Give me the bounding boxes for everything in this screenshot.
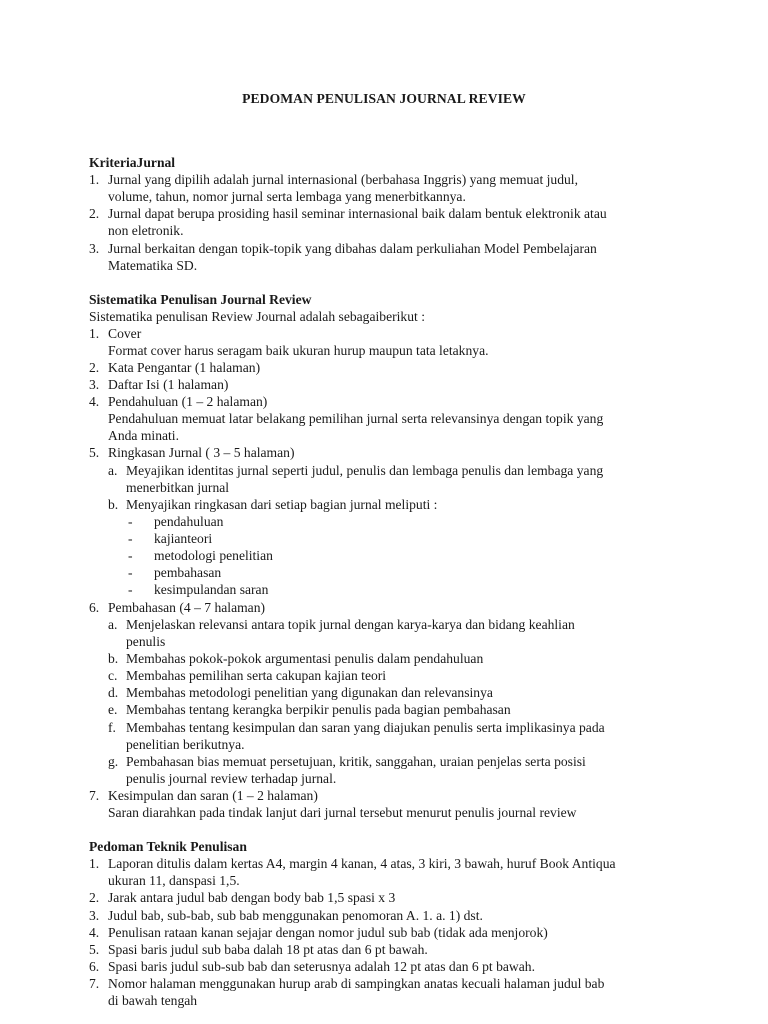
text-line: Nomor halaman menggunakan hurup arab di sampingkan anatas kecuali halaman judul bab xyxy=(108,976,605,991)
sub-item-text: Membahas metodologi penelitian yang digunakan dan relevansinya xyxy=(126,685,493,700)
text-line: Membahas tentang kesimpulan dan saran yang diajukan penulis serta implikasinya pada xyxy=(126,720,605,735)
text-line: Menjelaskan relevansi antara topik jurnal dengan karya-karya dan bidang keahlian xyxy=(126,617,575,632)
text-line: penulis journal review terhadap jurnal. xyxy=(126,771,337,787)
list-number: 2. xyxy=(89,360,100,375)
text-line: di bawah tengah xyxy=(108,993,198,1009)
list-number: 3. xyxy=(89,377,100,392)
sub-item-text xyxy=(126,616,686,650)
dash-marker: - xyxy=(128,514,133,529)
list-number: 5. xyxy=(89,942,100,957)
list-text: Penulisan rataan kanan sejajar dengan nomor judul sub bab (tidak ada menjorok) xyxy=(108,925,548,940)
sub-item-text: Membahas pokok-pokok argumentasi penulis dalam pendahuluan xyxy=(126,651,484,666)
text-line: Laporan ditulis dalam kertas A4, margin 4 kanan, 4 atas, 3 kiri, 3 bawah, huruf Book Antiqua xyxy=(108,856,616,871)
list-text: Pembahasan (4 – 7 halaman) xyxy=(108,600,266,615)
list-number: 6. xyxy=(89,600,100,615)
list-text: Jarak antara judul bab dengan body bab 1,5 spasi x 3 xyxy=(108,890,396,905)
list-number: 5. xyxy=(89,445,100,460)
sub-item-text: Membahas tentang kerangka berpikir penulis pada bagian pembahasan xyxy=(126,702,511,717)
sub-item-letter: b. xyxy=(108,497,119,512)
list-text: Cover xyxy=(108,326,142,341)
text-line: non eletronik. xyxy=(108,223,184,239)
list-number: 2. xyxy=(89,206,100,221)
sub-item-letter: e. xyxy=(108,702,118,717)
list-text xyxy=(108,240,688,274)
list-text xyxy=(108,171,688,205)
list-number: 7. xyxy=(89,788,100,803)
text-line: Matematika SD. xyxy=(108,258,198,274)
list-number: 2. xyxy=(89,890,100,905)
list-number: 6. xyxy=(89,959,100,974)
text-line: Jurnal dapat berupa prosiding hasil seminar internasional baik dalam bentuk elektronik atau xyxy=(108,206,607,221)
list-number: 1. xyxy=(89,326,100,341)
list-text: Spasi baris judul sub-sub bab dan seterusnya adalah 12 pt atas dan 6 pt bawah. xyxy=(108,959,535,974)
sub-item-text xyxy=(126,753,686,787)
sub-item-letter: a. xyxy=(108,617,118,632)
document-title: PEDOMAN PENULISAN JOURNAL REVIEW xyxy=(242,91,526,106)
list-text: Judul bab, sub-bab, sub bab menggunakan penomoran A. 1. a. 1) dst. xyxy=(108,908,483,923)
text-line: penulis xyxy=(126,634,166,650)
list-number: 4. xyxy=(89,925,100,940)
list-text xyxy=(108,975,688,1009)
list-number: 3. xyxy=(89,241,100,256)
list-number: 7. xyxy=(89,976,100,991)
text-line: Pendahuluan memuat latar belakang pemilihan jurnal serta relevansinya dengan topik yang xyxy=(108,411,604,426)
sub-item-text xyxy=(126,719,686,753)
sub-item-letter: d. xyxy=(108,685,119,700)
bullet-text: kajianteori xyxy=(154,531,213,546)
list-number: 1. xyxy=(89,856,100,871)
list-text: Kata Pengantar (1 halaman) xyxy=(108,360,261,375)
sub-item-text: Membahas pemilihan serta cakupan kajian teori xyxy=(126,668,387,683)
bullet-text: pendahuluan xyxy=(154,514,224,529)
text-line: Meyajikan identitas jurnal seperti judul, penulis dan lembaga penulis dan lembaga yang xyxy=(126,463,604,478)
list-number: 3. xyxy=(89,908,100,923)
intro-text: Sistematika penulisan Review Journal adalah sebagaiberikut : xyxy=(89,309,425,324)
bullet-text: pembahasan xyxy=(154,565,222,580)
list-number: 1. xyxy=(89,172,100,187)
sub-item-letter: f. xyxy=(108,720,116,735)
item-description: Saran diarahkan pada tindak lanjut dari jurnal tersebut menurut penulis journal review xyxy=(108,805,577,820)
sub-item-letter: b. xyxy=(108,651,119,666)
section-heading-sistematika: Sistematika Penulisan Journal Review xyxy=(89,292,312,307)
list-text: Spasi baris judul sub baba dalah 18 pt atas dan 6 pt bawah. xyxy=(108,942,428,957)
list-text xyxy=(108,855,688,889)
dash-marker: - xyxy=(128,531,133,546)
bullet-text: kesimpulandan saran xyxy=(154,582,269,597)
list-text: Ringkasan Jurnal ( 3 – 5 halaman) xyxy=(108,445,295,460)
text-line: Anda minati. xyxy=(108,428,179,444)
dash-marker: - xyxy=(128,565,133,580)
section-heading-kriteria: KriteriaJurnal xyxy=(89,155,176,170)
item-description xyxy=(108,410,688,444)
item-description: Format cover harus seragam baik ukuran hurup maupun tata letaknya. xyxy=(108,343,489,358)
bullet-text: metodologi penelitian xyxy=(154,548,273,563)
text-line: volume, tahun, nomor jurnal serta lembaga yang menerbitkannya. xyxy=(108,189,466,205)
list-text: Pendahuluan (1 – 2 halaman) xyxy=(108,394,268,409)
text-line: ukuran 11, danspasi 1,5. xyxy=(108,873,240,889)
text-line: menerbitkan jurnal xyxy=(126,480,230,496)
dash-marker: - xyxy=(128,548,133,563)
text-line: Jurnal yang dipilih adalah jurnal internasional (berbahasa Inggris) yang memuat judul, xyxy=(108,172,578,187)
list-number: 4. xyxy=(89,394,100,409)
list-text xyxy=(108,205,688,239)
list-text: Kesimpulan dan saran (1 – 2 halaman) xyxy=(108,788,318,803)
text-line: Jurnal berkaitan dengan topik-topik yang dibahas dalam perkuliahan Model Pembelajaran xyxy=(108,241,597,256)
section-heading-teknik: Pedoman Teknik Penulisan xyxy=(89,839,247,854)
dash-marker: - xyxy=(128,582,133,597)
sub-item-letter: a. xyxy=(108,463,118,478)
text-line: penelitian berikutnya. xyxy=(126,737,245,753)
sub-item-text xyxy=(126,462,686,496)
sub-item-letter: c. xyxy=(108,668,118,683)
text-line: Pembahasan bias memuat persetujuan, kritik, sanggahan, uraian penjelas serta posisi xyxy=(126,754,586,769)
sub-item-letter: g. xyxy=(108,754,119,769)
list-text: Daftar Isi (1 halaman) xyxy=(108,377,229,392)
sub-item-text: Menyajikan ringkasan dari setiap bagian jurnal meliputi : xyxy=(126,497,438,512)
